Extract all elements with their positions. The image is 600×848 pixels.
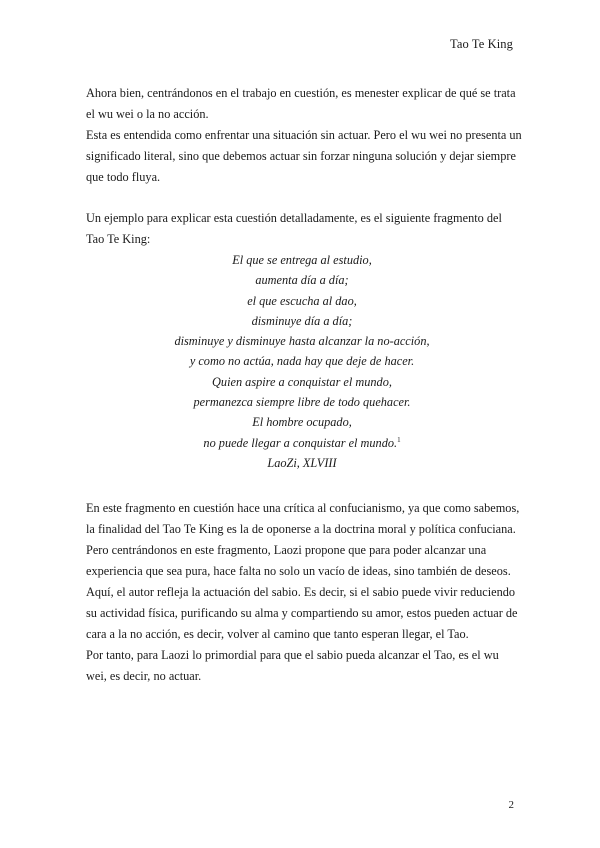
intro-line: Ahora bien, centrándonos en el trabajo en cuestión, es menester explicar de qué se trata bbox=[86, 86, 516, 100]
analysis-line: wei, es decir, no actuar. bbox=[86, 669, 202, 683]
intro-line: Esta es entendida como enfrentar una situación sin actuar. Pero el wu wei no presenta un bbox=[86, 128, 522, 142]
quote-line-text: no puede llegar a conquistar el mundo. bbox=[203, 435, 398, 450]
analysis-line: cara a la no acción, es decir, volver al camino que tanto esperan llegar, el Tao. bbox=[86, 627, 469, 641]
intro-line: que todo fluya. bbox=[86, 170, 161, 184]
analysis-line: la finalidad del Tao Te King es la de oponerse a la doctrina moral y política confuciana. bbox=[86, 522, 516, 536]
quote-line: disminuye día a día; bbox=[251, 313, 353, 328]
analysis-line: Por tanto, para Laozi lo primordial para que el sabio pueda alcanzar el Tao, es el wu bbox=[86, 648, 499, 662]
example-line: Un ejemplo para explicar esta cuestión detalladamente, es el siguiente fragmento del bbox=[86, 211, 502, 225]
analysis-line: En este fragmento en cuestión hace una crítica al confucianismo, ya que como sabemos, bbox=[86, 501, 520, 515]
analysis-line: su actividad física, purificando su alma y compartiendo su amor, estos pueden actuar de bbox=[86, 606, 518, 620]
quote-line: y como no actúa, nada hay que deje de hacer. bbox=[189, 354, 415, 369]
quote-line: El hombre ocupado, bbox=[252, 415, 352, 430]
quote-line: permanezca siempre libre de todo quehacer. bbox=[193, 395, 411, 410]
page-number: 2 bbox=[508, 799, 514, 811]
quote-attribution: LaoZi, XLVIII bbox=[267, 455, 337, 470]
running-header: Tao Te King bbox=[450, 37, 513, 51]
intro-line: significado literal, sino que debemos actuar sin forzar ninguna solución y dejar siempre bbox=[86, 149, 516, 163]
block-quote bbox=[86, 250, 518, 473]
quote-line-last bbox=[86, 433, 518, 453]
quote-line: disminuye y disminuye hasta alcanzar la no-acción, bbox=[174, 334, 430, 349]
analysis-line: Aquí, el autor refleja la actuación del sabio. Es decir, si el sabio puede vivir reduciendo bbox=[86, 585, 516, 599]
quote-line: el que escucha al dao, bbox=[247, 293, 357, 308]
footnote-reference[interactable]: 1 bbox=[397, 435, 401, 444]
intro-paragraph bbox=[86, 83, 522, 188]
analysis-line: Pero centrándonos en este fragmento, Laozi propone que para poder alcanzar una bbox=[86, 543, 487, 557]
quote-line: El que se entrega al estudio, bbox=[232, 253, 372, 267]
quote-line: aumenta día a día; bbox=[255, 273, 349, 288]
analysis-paragraph bbox=[86, 498, 518, 687]
example-line: Tao Te King: bbox=[86, 232, 151, 246]
analysis-line: experiencia que sea pura, hace falta no solo un vacío de ideas, sino también de deseos. bbox=[86, 564, 511, 578]
example-paragraph bbox=[86, 208, 518, 250]
quote-line: Quien aspire a conquistar el mundo, bbox=[212, 374, 392, 389]
intro-line: el wu wei o la no acción. bbox=[86, 107, 209, 121]
